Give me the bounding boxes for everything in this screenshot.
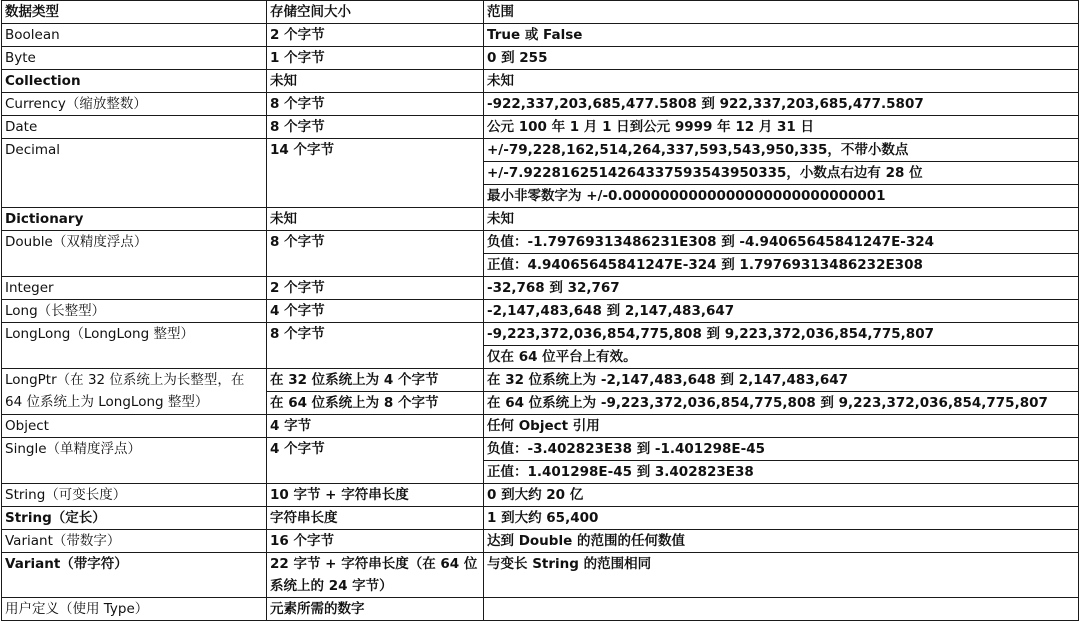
type-cell: Double（双精度浮点） <box>2 231 267 277</box>
size-cell: 4 个字节 <box>267 300 484 323</box>
type-cell: String（定长） <box>2 507 267 530</box>
range-cell: -2,147,483,648 到 2,147,483,647 <box>484 300 1079 323</box>
table-row <box>2 369 1079 392</box>
table-row <box>2 530 1079 553</box>
size-cell: 2 个字节 <box>267 277 484 300</box>
size-cell: 1 个字节 <box>267 47 484 70</box>
size-cell: 8 个字节 <box>267 323 484 369</box>
table-row <box>2 116 1079 139</box>
type-cell: Byte <box>2 47 267 70</box>
table-row <box>2 70 1079 93</box>
table-row <box>2 553 1079 598</box>
table-row <box>2 438 1079 461</box>
type-cell: Integer <box>2 277 267 300</box>
type-cell: Single（单精度浮点） <box>2 438 267 484</box>
size-cell: 2 个字节 <box>267 24 484 47</box>
type-cell: Dictionary <box>2 208 267 231</box>
table-row <box>2 93 1079 116</box>
table-row <box>2 300 1079 323</box>
range-cell: 最小非零数字为 +/-0.0000000000000000000000000001 <box>484 185 1079 208</box>
type-cell: 用户定义（使用 Type） <box>2 598 267 621</box>
type-cell: Long（长整型） <box>2 300 267 323</box>
range-cell: -32,768 到 32,767 <box>484 277 1079 300</box>
table-row <box>2 484 1079 507</box>
table-row <box>2 323 1079 346</box>
header-type: 数据类型 <box>2 1 267 24</box>
range-cell: 公元 100 年 1 月 1 日到公元 9999 年 12 月 31 日 <box>484 116 1079 139</box>
size-cell: 元素所需的数字 <box>267 598 484 621</box>
range-cell: 1 到大约 65,400 <box>484 507 1079 530</box>
size-cell: 在 64 位系统上为 8 个字节 <box>267 392 484 415</box>
size-cell: 在 32 位系统上为 4 个字节 <box>267 369 484 392</box>
range-cell: 0 到大约 20 亿 <box>484 484 1079 507</box>
range-cell: -922,337,203,685,477.5808 到 922,337,203,685,477.5807 <box>484 93 1079 116</box>
range-cell: 任何 Object 引用 <box>484 415 1079 438</box>
size-cell: 未知 <box>267 208 484 231</box>
size-cell: 8 个字节 <box>267 231 484 277</box>
header-range: 范围 <box>484 1 1079 24</box>
type-cell: Variant（带数字） <box>2 530 267 553</box>
type-cell: Date <box>2 116 267 139</box>
table-row <box>2 277 1079 300</box>
table-row <box>2 507 1079 530</box>
table-row <box>2 231 1079 254</box>
range-cell: True 或 False <box>484 24 1079 47</box>
range-cell: 未知 <box>484 70 1079 93</box>
range-cell: 与变长 String 的范围相同 <box>484 553 1079 598</box>
size-cell: 字符串长度 <box>267 507 484 530</box>
range-cell: -9,223,372,036,854,775,808 到 9,223,372,036,854,775,807 <box>484 323 1079 346</box>
size-cell: 10 字节 + 字符串长度 <box>267 484 484 507</box>
size-cell: 8 个字节 <box>267 116 484 139</box>
type-cell: LongPtr（在 32 位系统上为长整型，在 64 位系统上为 LongLong 整型） <box>2 369 267 415</box>
range-cell: 在 64 位系统上为 -9,223,372,036,854,775,808 到 9,223,372,036,854,775,807 <box>484 392 1079 415</box>
range-cell: 负值：-1.79769313486231E308 到 -4.94065645841247E-324 <box>484 231 1079 254</box>
range-cell: 负值：-3.402823E38 到 -1.401298E-45 <box>484 438 1079 461</box>
table-body <box>2 24 1079 621</box>
type-cell: Decimal <box>2 139 267 208</box>
type-cell: Boolean <box>2 24 267 47</box>
range-cell: 达到 Double 的范围的任何数值 <box>484 530 1079 553</box>
data-types-table <box>1 0 1079 621</box>
type-cell: String（可变长度） <box>2 484 267 507</box>
range-cell: 0 到 255 <box>484 47 1079 70</box>
size-cell: 未知 <box>267 70 484 93</box>
table-row <box>2 208 1079 231</box>
table-row <box>2 415 1079 438</box>
size-cell: 16 个字节 <box>267 530 484 553</box>
header-size: 存储空间大小 <box>267 1 484 24</box>
table-row <box>2 47 1079 70</box>
size-cell: 8 个字节 <box>267 93 484 116</box>
table-row <box>2 598 1079 621</box>
range-cell: 正值：1.401298E-45 到 3.402823E38 <box>484 461 1079 484</box>
type-cell: LongLong（LongLong 整型） <box>2 323 267 369</box>
range-cell: 仅在 64 位平台上有效。 <box>484 346 1079 369</box>
size-cell: 4 个字节 <box>267 438 484 484</box>
range-cell <box>484 598 1079 621</box>
type-cell: Variant（带字符） <box>2 553 267 598</box>
range-cell: 在 32 位系统上为 -2,147,483,648 到 2,147,483,647 <box>484 369 1079 392</box>
type-cell: Collection <box>2 70 267 93</box>
size-cell: 22 字节 + 字符串长度（在 64 位系统上的 24 字节） <box>267 553 484 598</box>
size-cell: 4 字节 <box>267 415 484 438</box>
range-cell: +/-7.9228162514264337593543950335，小数点右边有 28 位 <box>484 162 1079 185</box>
range-cell: 未知 <box>484 208 1079 231</box>
table-row <box>2 24 1079 47</box>
size-cell: 14 个字节 <box>267 139 484 208</box>
header-row <box>2 1 1079 24</box>
table-row <box>2 139 1079 162</box>
range-cell: 正值：4.94065645841247E-324 到 1.79769313486232E308 <box>484 254 1079 277</box>
type-cell: Currency（缩放整数） <box>2 93 267 116</box>
type-cell: Object <box>2 415 267 438</box>
range-cell: +/-79,228,162,514,264,337,593,543,950,335，不带小数点 <box>484 139 1079 162</box>
